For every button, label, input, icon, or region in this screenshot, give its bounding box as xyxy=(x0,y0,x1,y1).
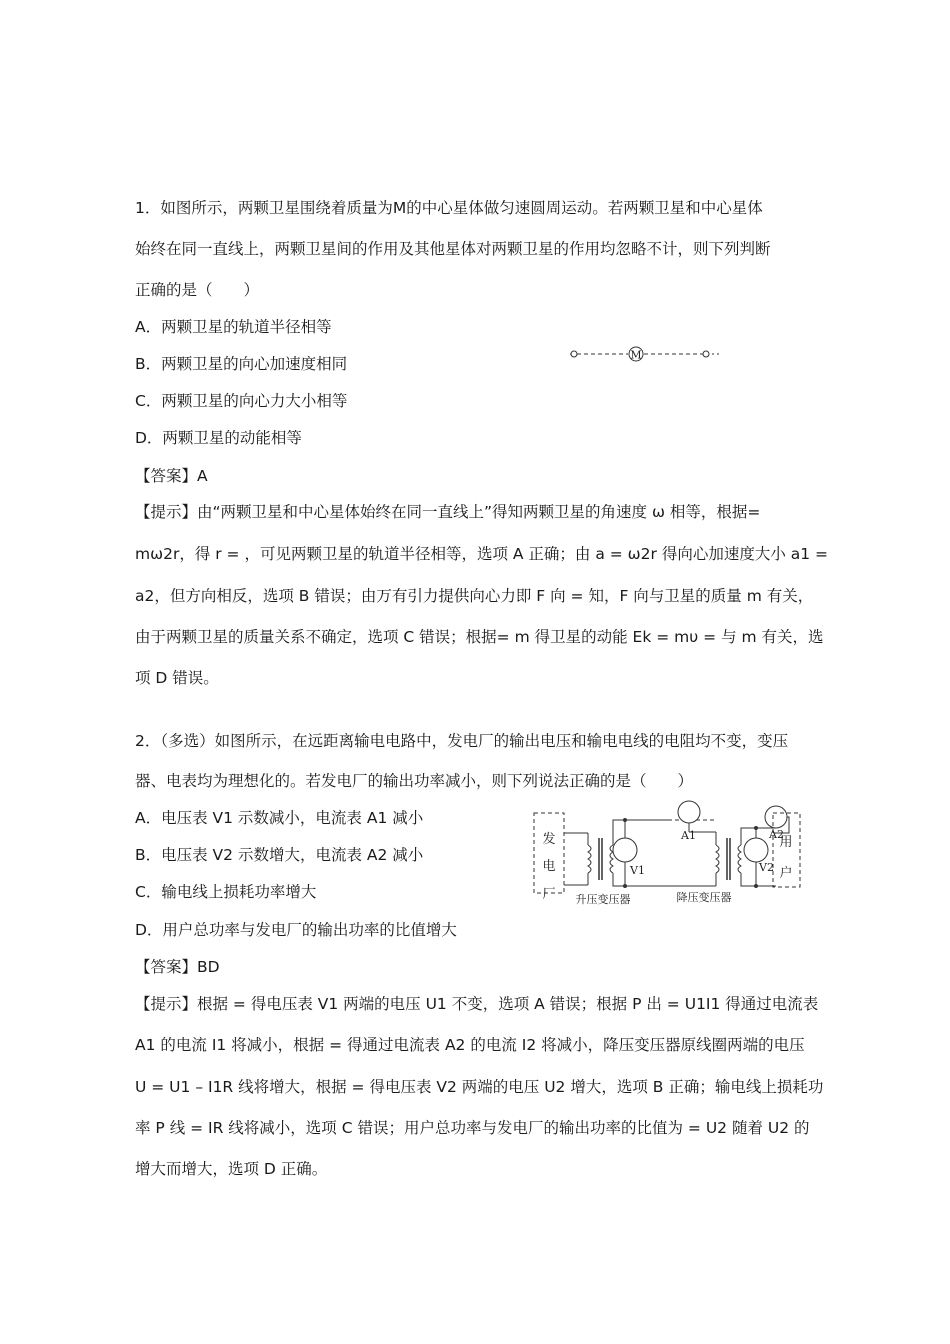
satellite-figure xyxy=(560,342,730,366)
step-up-caption: 升压变压器 xyxy=(575,893,631,906)
plant-char-2: 电 xyxy=(542,859,556,874)
q1-hint-line-5: 项 D 错误。 xyxy=(135,669,219,687)
q1-option-b: B．两颗卫星的向心加速度相同 xyxy=(135,355,348,373)
q1-option-c: C．两颗卫星的向心力大小相等 xyxy=(135,392,348,410)
q2-hint-line-4: 率 P 线 = IR 线将减小，选项 C 错误；用户总功率与发电厂的输出功率的比值为 = U2 随着 U2 的 xyxy=(135,1119,810,1137)
q2-answer: 【答案】BD xyxy=(135,958,220,976)
plant-char-1: 发 xyxy=(542,832,556,847)
step-down-secondary-coil xyxy=(738,845,741,873)
q2-hint-line-3: U = U1 – I1R 线将增大，根据 = 得电压表 V2 两端的电压 U2 增大，选项 B 正确；输电线上损耗功 xyxy=(135,1078,824,1096)
q1-hint-line-4: 由于两颗卫星的质量关系不确定，选项 C 错误；根据= m 得卫星的动能 Ek = mυ = 与 m 有关，选 xyxy=(135,628,824,646)
q1-hint-line-3: a2，但方向相反，选项 B 错误；由万有引力提供向心力即 F 向 = 知，F 向与卫星的质量 m 有关， xyxy=(135,587,814,605)
a2-label: A2 xyxy=(769,828,784,841)
q2-option-a: A．电压表 V1 示数减小，电流表 A1 减小 xyxy=(135,809,424,827)
q2-hint-line-1: 【提示】根据 = 得电压表 V1 两端的电压 U1 不变，选项 A 错误；根据 P 出 = U1I1 得通过电流表 xyxy=(135,995,819,1013)
user-char-1: 用 xyxy=(779,835,793,850)
v2-label: V2 xyxy=(759,861,774,874)
q2-option-c: C．输电线上损耗功率增大 xyxy=(135,883,317,901)
user-char-2: 户 xyxy=(779,866,793,881)
q2-stem-line-2: 器、电表均为理想化的。若发电厂的输出功率减小，则下列说法正确的是（ ） xyxy=(135,772,694,790)
plant-char-3: 厂 xyxy=(542,887,556,902)
step-down-caption: 降压变压器 xyxy=(676,891,732,904)
ammeter-a2 xyxy=(765,806,787,828)
q1-option-d: D．两颗卫星的动能相等 xyxy=(135,429,302,447)
a1-label: A1 xyxy=(681,829,696,842)
q2-option-b: B．电压表 V2 示数增大，电流表 A2 减小 xyxy=(135,846,424,864)
q2-stem-line-1: 2．（多选）如图所示，在远距离输电电路中，发电厂的输出电压和输电电线的电阻均不变，变压 xyxy=(135,732,789,750)
q2-hint-line-5: 增大而增大，选项 D 正确。 xyxy=(135,1160,328,1178)
voltmeter-v1 xyxy=(613,838,637,862)
q1-answer: 【答案】A xyxy=(135,467,208,485)
q1-stem-line-3: 正确的是（ ） xyxy=(135,281,260,299)
central-star-label: M xyxy=(630,348,642,362)
power-plant-box xyxy=(534,813,564,893)
q1-hint-line-2: mω2r，得 r = ，可见两颗卫星的轨道半径相等，选项 A 正确；由 a = ω2r 得向心加速度大小 a1 = xyxy=(135,545,829,563)
satellite-right xyxy=(703,351,709,357)
q1-stem-line-1: 1．如图所示，两颗卫星围绕着质量为M的中心星体做匀速圆周运动。若两颗卫星和中心星体 xyxy=(135,199,763,217)
v1-label: V1 xyxy=(630,864,645,877)
q1-hint-line-1: 【提示】由“两颗卫星和中心星体始终在同一直线上”得知两颗卫星的角速度 ω 相等，根据= xyxy=(135,503,761,521)
step-down-primary-coil xyxy=(716,845,719,873)
q2-hint-line-2: A1 的电流 I1 将减小，根据 = 得通过电流表 A2 的电流 I2 将减小，降压变压器原线圈两端的电压 xyxy=(135,1036,805,1054)
ammeter-a1 xyxy=(678,801,700,823)
q1-stem-line-2: 始终在同一直线上，两颗卫星间的作用及其他星体对两颗卫星的作用均忽略不计，则下列判断 xyxy=(135,240,771,258)
satellite-left xyxy=(571,351,577,357)
q1-option-a: A．两颗卫星的轨道半径相等 xyxy=(135,318,332,336)
voltmeter-v2 xyxy=(744,838,768,862)
step-up-primary-coil xyxy=(588,845,591,873)
transmission-circuit-figure xyxy=(526,800,806,910)
q2-option-d: D．用户总功率与发电厂的输出功率的比值增大 xyxy=(135,921,457,939)
